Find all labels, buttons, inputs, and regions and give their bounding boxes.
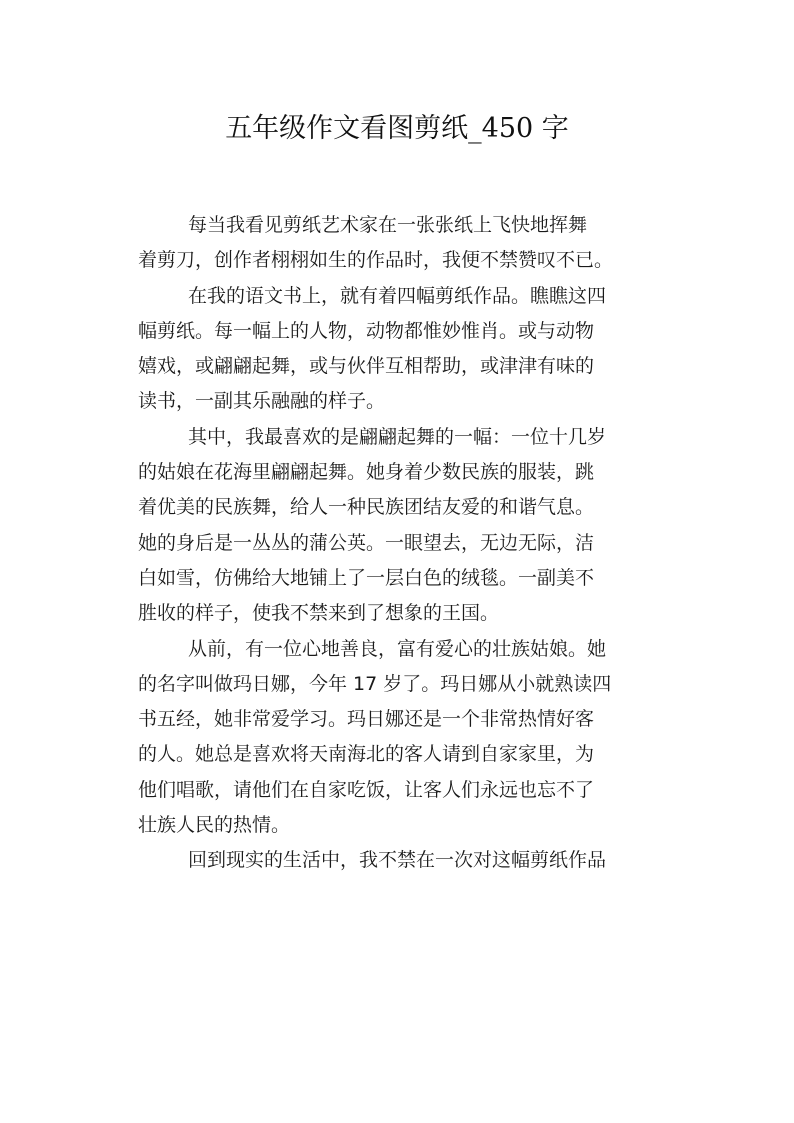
- text-line: 嬉戏，或翩翩起舞，或与伙伴互相帮助，或津津有味的: [138, 355, 595, 378]
- paragraph-first-line: 每当我看见剪纸艺术家在一张张纸上飞快地挥舞: [188, 214, 588, 236]
- text-line: 书五经，她非常爱学习。玛日娜还是一个非常热情好客: [138, 708, 595, 731]
- paragraph-first-line: 从前，有一位心地善良，富有爱心的壮族姑娘。她: [188, 637, 607, 660]
- paragraph-first-line: 其中，我最喜欢的是翩翩起舞的一幅：一位十几岁: [188, 425, 607, 448]
- text-line: 读书，一副其乐融融的样子。: [138, 390, 386, 413]
- text-line: 白如雪，仿佛给大地铺上了一层白色的绒毯。一副美不: [138, 566, 595, 589]
- text-line: 着优美的民族舞，给人一种民族团结友爱的和谐气息。: [138, 496, 595, 519]
- document-title: 五年级作文看图剪纸_450 字: [225, 113, 569, 144]
- paragraph-first-line: 回到现实的生活中，我不禁在一次对这幅剪纸作品: [188, 849, 607, 872]
- text-line: 他们唱歌，请他们在自家吃饭，让客人们永远也忘不了: [138, 778, 595, 801]
- text-line: 着剪刀，创作者栩栩如生的作品时，我便不禁赞叹不已。: [138, 249, 614, 272]
- document-body: [138, 208, 666, 879]
- text-line: 壮族人民的热情。: [138, 814, 291, 837]
- text-line: 她的身后是一丛丛的蒲公英。一眼望去，无边无际，洁: [138, 531, 595, 554]
- text-line: 的名字叫做玛日娜，今年 17 岁了。玛日娜从小就熟读四: [138, 672, 612, 695]
- text-line: 的人。她总是喜欢将天南海北的客人请到自家家里，为: [138, 743, 595, 766]
- text-line: 胜收的样子，使我不禁来到了想象的王国。: [138, 602, 500, 625]
- text-line: 的姑娘在花海里翩翩起舞。她身着少数民族的服装，跳: [138, 461, 595, 484]
- paragraph-first-line: 在我的语文书上，就有着四幅剪纸作品。瞧瞧这四: [188, 284, 607, 307]
- text-line: 幅剪纸。每一幅上的人物，动物都惟妙惟肖。或与动物: [138, 319, 595, 342]
